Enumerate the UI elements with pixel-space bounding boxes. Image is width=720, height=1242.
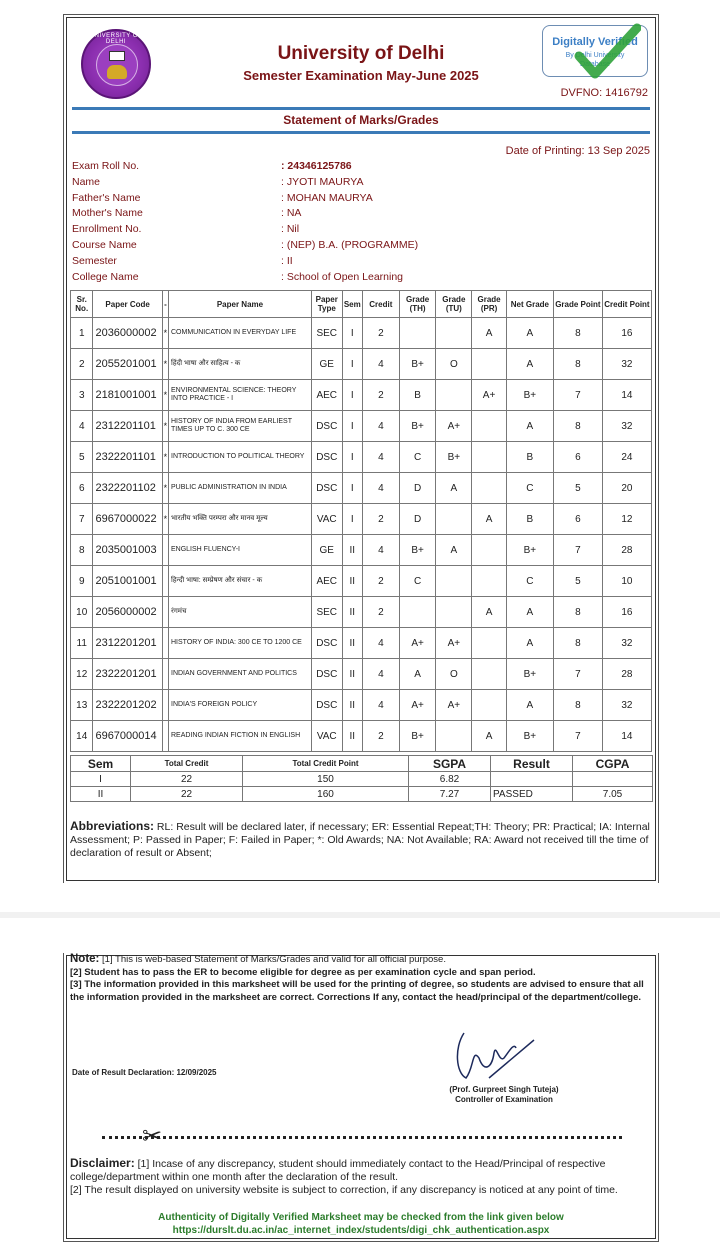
- table-row: [71, 380, 652, 411]
- cell-cp: 14: [602, 721, 651, 752]
- cell-pr: [472, 349, 507, 380]
- cell-sr: 6: [71, 473, 93, 504]
- cell-sr: 1: [71, 318, 93, 349]
- summary-header-row: Sem Total Credit Total Credit Point SGPA Result CGPA: [71, 756, 653, 772]
- cell-code: 6967000014: [93, 721, 162, 752]
- info-row-mother-name: Mother's Name : NA: [72, 207, 302, 220]
- cell-type: AEC: [311, 380, 342, 411]
- cell-type: SEC: [311, 318, 342, 349]
- cell-credit: 2: [362, 504, 399, 535]
- cell-credit: 2: [362, 380, 399, 411]
- cell-sem: I: [342, 504, 362, 535]
- cell-code: 2036000002: [93, 318, 162, 349]
- cell-code: 2322201101: [93, 442, 162, 473]
- cell-tu: A+: [436, 628, 472, 659]
- cell-sr: 13: [71, 690, 93, 721]
- cell-sem: II: [342, 628, 362, 659]
- table-row: [71, 721, 652, 752]
- cell-name: ENVIRONMENTAL SCIENCE: THEORY INTO PRACTICE - I: [169, 380, 312, 411]
- cell-tu: [436, 318, 472, 349]
- cell-net: B+: [506, 721, 553, 752]
- cell-name: INDIAN GOVERNMENT AND POLITICS: [169, 659, 312, 690]
- cgpa-value: 7.05: [573, 787, 653, 802]
- cell-tu: B+: [436, 442, 472, 473]
- cell-tu: [436, 597, 472, 628]
- student-info: [72, 160, 652, 286]
- cell-sem: II: [342, 535, 362, 566]
- cell-cp: 20: [602, 473, 651, 504]
- cell-th: B: [399, 380, 436, 411]
- cell-th: A+: [399, 690, 436, 721]
- cell-cp: 24: [602, 442, 651, 473]
- divider: [72, 107, 650, 110]
- cell-sem: II: [342, 659, 362, 690]
- cell-gp: 6: [553, 504, 602, 535]
- marks-table: [70, 290, 652, 752]
- cell-sr: 8: [71, 535, 93, 566]
- cell-name: INTRODUCTION TO POLITICAL THEORY: [169, 442, 312, 473]
- cell-pr: [472, 442, 507, 473]
- cell-pr: [472, 411, 507, 442]
- cell-gp: 8: [553, 690, 602, 721]
- authenticity-link[interactable]: https://durslt.du.ac.in/ac_internet_index/students/digi_chk_authentication.aspx: [172, 1225, 550, 1236]
- cell-credit: 4: [362, 535, 399, 566]
- info-row-college: College Name : School of Open Learning: [72, 270, 404, 283]
- table-row: [71, 473, 652, 504]
- cell-type: DSC: [311, 473, 342, 504]
- cell-code: 6967000022: [93, 504, 162, 535]
- cell-sr: 11: [71, 628, 93, 659]
- cell-type: GE: [311, 535, 342, 566]
- cell-pr: [472, 473, 507, 504]
- cell-name: INDIA'S FOREIGN POLICY: [169, 690, 312, 721]
- marks-header-row: Sr. No. Paper Code - Paper Name Paper Type Sem Credit Grade (TH) Grade (TU) Grade (PR) Net Grade Grade Point Credit Point: [71, 291, 652, 318]
- cell-code: 2056000002: [93, 597, 162, 628]
- cell-net: A: [506, 349, 553, 380]
- marks-body: [71, 318, 652, 752]
- summary-table: [70, 755, 653, 802]
- cell-sr: 9: [71, 566, 93, 597]
- info-row-roll-no: Exam Roll No. : 24346125786: [72, 160, 352, 172]
- note-section: Note: [1] This is web-based Statement of Marks/Grades and valid for all official purpose. [2] Student has to pass the ER to become eligible for degree as per examination cycle and span period. [3] The information provided in this marksheet will be used for the printing of degree, so students are advised to ensure that all the information provided in the marksheet are correct. Corrections If any, contact the head/principal of the department/college.: [70, 953, 644, 1003]
- cell-gp: 5: [553, 566, 602, 597]
- cell-cp: 32: [602, 628, 651, 659]
- divider: [72, 131, 650, 134]
- cell-type: GE: [311, 349, 342, 380]
- verified-subtitle: By Delhi University Database: [565, 52, 625, 68]
- cell-code: 2322201102: [93, 473, 162, 504]
- cell-name: COMMUNICATION IN EVERYDAY LIFE: [169, 318, 312, 349]
- cell-credit: 4: [362, 349, 399, 380]
- cell-tu: [436, 721, 472, 752]
- info-row-course: Course Name : (NEP) B.A. (PROGRAMME): [72, 238, 419, 251]
- cell-th: [399, 318, 436, 349]
- cell-net: C: [506, 473, 553, 504]
- cell-cp: 14: [602, 380, 651, 411]
- cell-tu: O: [436, 349, 472, 380]
- cell-name: READING INDIAN FICTION IN ENGLISH: [169, 721, 312, 752]
- cell-sem: I: [342, 442, 362, 473]
- cell-cp: 28: [602, 535, 651, 566]
- cell-type: DSC: [311, 442, 342, 473]
- info-row-semester: Semester : II: [72, 254, 293, 267]
- cell-code: 2181001001: [93, 380, 162, 411]
- table-row: [71, 318, 652, 349]
- cell-pr: [472, 535, 507, 566]
- header: [64, 15, 658, 105]
- cell-th: D: [399, 473, 436, 504]
- cell-sem: II: [342, 721, 362, 752]
- logo-text: UNIVERSITY OF DELHI: [89, 33, 143, 45]
- cell-name: हिन्दी भाषा: सम्प्रेषण और संचार - क: [169, 566, 312, 597]
- cell-tu: A+: [436, 411, 472, 442]
- cell-cp: 32: [602, 349, 651, 380]
- cell-tu: O: [436, 659, 472, 690]
- table-row: [71, 442, 652, 473]
- cell-code: 2312201201: [93, 628, 162, 659]
- cell-type: VAC: [311, 721, 342, 752]
- cell-gp: 6: [553, 442, 602, 473]
- cell-code: 2055201001: [93, 349, 162, 380]
- cell-code: 2051001001: [93, 566, 162, 597]
- cell-th: B+: [399, 349, 436, 380]
- cell-star: *: [162, 442, 168, 473]
- cell-net: A: [506, 318, 553, 349]
- cell-credit: 4: [362, 442, 399, 473]
- cell-name: हिंदी भाषा और साहित्य - क: [169, 349, 312, 380]
- cell-star: *: [162, 380, 168, 411]
- cell-star: *: [162, 473, 168, 504]
- cell-type: VAC: [311, 504, 342, 535]
- cell-gp: 7: [553, 659, 602, 690]
- cell-credit: 4: [362, 473, 399, 504]
- table-row: [71, 535, 652, 566]
- cell-net: A: [506, 628, 553, 659]
- table-row: [71, 690, 652, 721]
- cell-th: B+: [399, 535, 436, 566]
- cell-gp: 8: [553, 597, 602, 628]
- scissors-icon: ✂: [142, 1123, 163, 1150]
- table-row: [71, 659, 652, 690]
- cell-star: *: [162, 411, 168, 442]
- cell-cp: 32: [602, 411, 651, 442]
- verified-title: Digitally Verified: [552, 36, 638, 48]
- cell-tu: [436, 380, 472, 411]
- digitally-verified-badge: [542, 25, 648, 77]
- cell-name: रंगमंच: [169, 597, 312, 628]
- cell-cp: 10: [602, 566, 651, 597]
- cell-pr: A+: [472, 380, 507, 411]
- cell-gp: 8: [553, 411, 602, 442]
- cell-credit: 4: [362, 411, 399, 442]
- cell-credit: 4: [362, 628, 399, 659]
- cell-type: DSC: [311, 659, 342, 690]
- table-row: [71, 597, 652, 628]
- signatory: (Prof. Gurpreet Singh Tuteja) Controller of Examination: [449, 1085, 559, 1104]
- table-row: [71, 411, 652, 442]
- cell-star: *: [162, 349, 168, 380]
- cell-net: B+: [506, 535, 553, 566]
- cell-sem: I: [342, 380, 362, 411]
- cell-pr: [472, 690, 507, 721]
- cell-net: A: [506, 690, 553, 721]
- cell-code: 2312201101: [93, 411, 162, 442]
- cell-code: 2322201202: [93, 690, 162, 721]
- cell-th: C: [399, 442, 436, 473]
- cell-pr: A: [472, 318, 507, 349]
- cell-code: 2322201201: [93, 659, 162, 690]
- cell-sem: II: [342, 690, 362, 721]
- cell-th: [399, 597, 436, 628]
- cell-type: DSC: [311, 628, 342, 659]
- cell-net: B+: [506, 380, 553, 411]
- cell-sem: II: [342, 566, 362, 597]
- disclaimer: Disclaimer: [1] Incase of any discrepancy, student should immediately contact to the Head/Principal of respective college/department within one month after the declaration of the result. [2] The result displayed on university website is subject to correction, if any discrepancy is noticed at any point of time.: [70, 1156, 618, 1196]
- cell-type: AEC: [311, 566, 342, 597]
- cell-net: B: [506, 442, 553, 473]
- cell-credit: 2: [362, 566, 399, 597]
- cell-tu: A: [436, 473, 472, 504]
- cell-credit: 2: [362, 721, 399, 752]
- cell-gp: 7: [553, 535, 602, 566]
- info-row-father-name: Father's Name : MOHAN MAURYA: [72, 191, 373, 204]
- cell-th: D: [399, 504, 436, 535]
- cell-type: DSC: [311, 411, 342, 442]
- print-date: Date of Printing: 13 Sep 2025: [505, 145, 650, 157]
- table-row: [71, 504, 652, 535]
- cell-net: A: [506, 597, 553, 628]
- cell-name: PUBLIC ADMINISTRATION IN INDIA: [169, 473, 312, 504]
- university-title: University of Delhi: [277, 43, 445, 64]
- summary-row: II 22 160 7.27 PASSED 7.05: [71, 787, 653, 802]
- cell-tu: [436, 566, 472, 597]
- cell-sr: 12: [71, 659, 93, 690]
- cell-gp: 5: [553, 473, 602, 504]
- cell-net: A: [506, 411, 553, 442]
- page-gap: [0, 912, 720, 918]
- cell-th: A: [399, 659, 436, 690]
- cell-th: C: [399, 566, 436, 597]
- cell-name: HISTORY OF INDIA: 300 CE TO 1200 CE: [169, 628, 312, 659]
- table-row: [71, 628, 652, 659]
- cell-cp: 16: [602, 597, 651, 628]
- cell-th: A+: [399, 628, 436, 659]
- cell-net: B: [506, 504, 553, 535]
- checkmark-icon: [571, 22, 641, 82]
- cell-net: B+: [506, 659, 553, 690]
- cell-sr: 7: [71, 504, 93, 535]
- cell-sr: 10: [71, 597, 93, 628]
- abbreviations: Abbreviations: RL: Result will be declared later, if necessary; ER: Essential Repeat;TH: Theory; PR: Practical; IA: Internal Assessment; P: Passed in Paper; F: Failed in Paper; *: Old Awards; NA: Not Available; RA: Award not received till the time of declaration of result or Absent;: [70, 819, 650, 859]
- cell-pr: [472, 659, 507, 690]
- cell-star: *: [162, 504, 168, 535]
- cell-pr: [472, 566, 507, 597]
- result-status: PASSED: [491, 787, 573, 802]
- cut-line: [102, 1136, 622, 1139]
- cell-gp: 7: [553, 721, 602, 752]
- cell-cp: 28: [602, 659, 651, 690]
- info-row-enrollment: Enrollment No. : Nil: [72, 223, 300, 236]
- table-row: [71, 566, 652, 597]
- info-row-name: Name : JYOTI MAURYA: [72, 175, 364, 188]
- cell-tu: A+: [436, 690, 472, 721]
- cell-sr: 2: [71, 349, 93, 380]
- cell-credit: 4: [362, 690, 399, 721]
- cell-star: *: [162, 318, 168, 349]
- table-row: [71, 349, 652, 380]
- cell-sem: I: [342, 349, 362, 380]
- cell-sem: I: [342, 473, 362, 504]
- section-title: Statement of Marks/Grades: [283, 113, 439, 127]
- cell-credit: 2: [362, 597, 399, 628]
- summary-row: I 22 150 6.82: [71, 772, 653, 787]
- cell-gp: 8: [553, 349, 602, 380]
- cell-tu: A: [436, 535, 472, 566]
- cell-th: B+: [399, 411, 436, 442]
- cell-sr: 5: [71, 442, 93, 473]
- marksheet-page-2: [63, 953, 659, 1242]
- cell-sr: 14: [71, 721, 93, 752]
- cell-sem: I: [342, 318, 362, 349]
- cell-type: DSC: [311, 690, 342, 721]
- cell-sr: 4: [71, 411, 93, 442]
- cell-sem: I: [342, 411, 362, 442]
- cell-gp: 8: [553, 318, 602, 349]
- cell-code: 2035001003: [93, 535, 162, 566]
- cell-credit: 4: [362, 659, 399, 690]
- cell-gp: 8: [553, 628, 602, 659]
- cell-sr: 3: [71, 380, 93, 411]
- signature-icon: [444, 1028, 564, 1088]
- cell-th: B+: [399, 721, 436, 752]
- cell-pr: A: [472, 504, 507, 535]
- cell-cp: 12: [602, 504, 651, 535]
- exam-subtitle: Semester Examination May-June 2025: [243, 68, 479, 83]
- cell-pr: [472, 628, 507, 659]
- cell-credit: 2: [362, 318, 399, 349]
- cell-tu: [436, 504, 472, 535]
- cell-name: भारतीय भक्ति परम्परा और मानव मूल्य: [169, 504, 312, 535]
- cell-name: HISTORY OF INDIA FROM EARLIEST TIMES UP TO C. 300 CE: [169, 411, 312, 442]
- cell-cp: 16: [602, 318, 651, 349]
- cell-pr: A: [472, 721, 507, 752]
- cell-gp: 7: [553, 380, 602, 411]
- result-declaration-date: Date of Result Declaration: 12/09/2025: [72, 1068, 217, 1077]
- cell-sem: II: [342, 597, 362, 628]
- cell-type: SEC: [311, 597, 342, 628]
- dvf-number: DVFNO: 1416792: [560, 87, 648, 99]
- cell-name: ENGLISH FLUENCY-I: [169, 535, 312, 566]
- cell-pr: A: [472, 597, 507, 628]
- marksheet-page-1: [63, 14, 659, 883]
- authenticity-note: Authenticity of Digitally Verified Marksheet may be checked from the link given below https://durslt.du.ac.in/ac_internet_index/students/digi_chk_authentication.aspx: [64, 1211, 658, 1237]
- cell-cp: 32: [602, 690, 651, 721]
- cell-net: C: [506, 566, 553, 597]
